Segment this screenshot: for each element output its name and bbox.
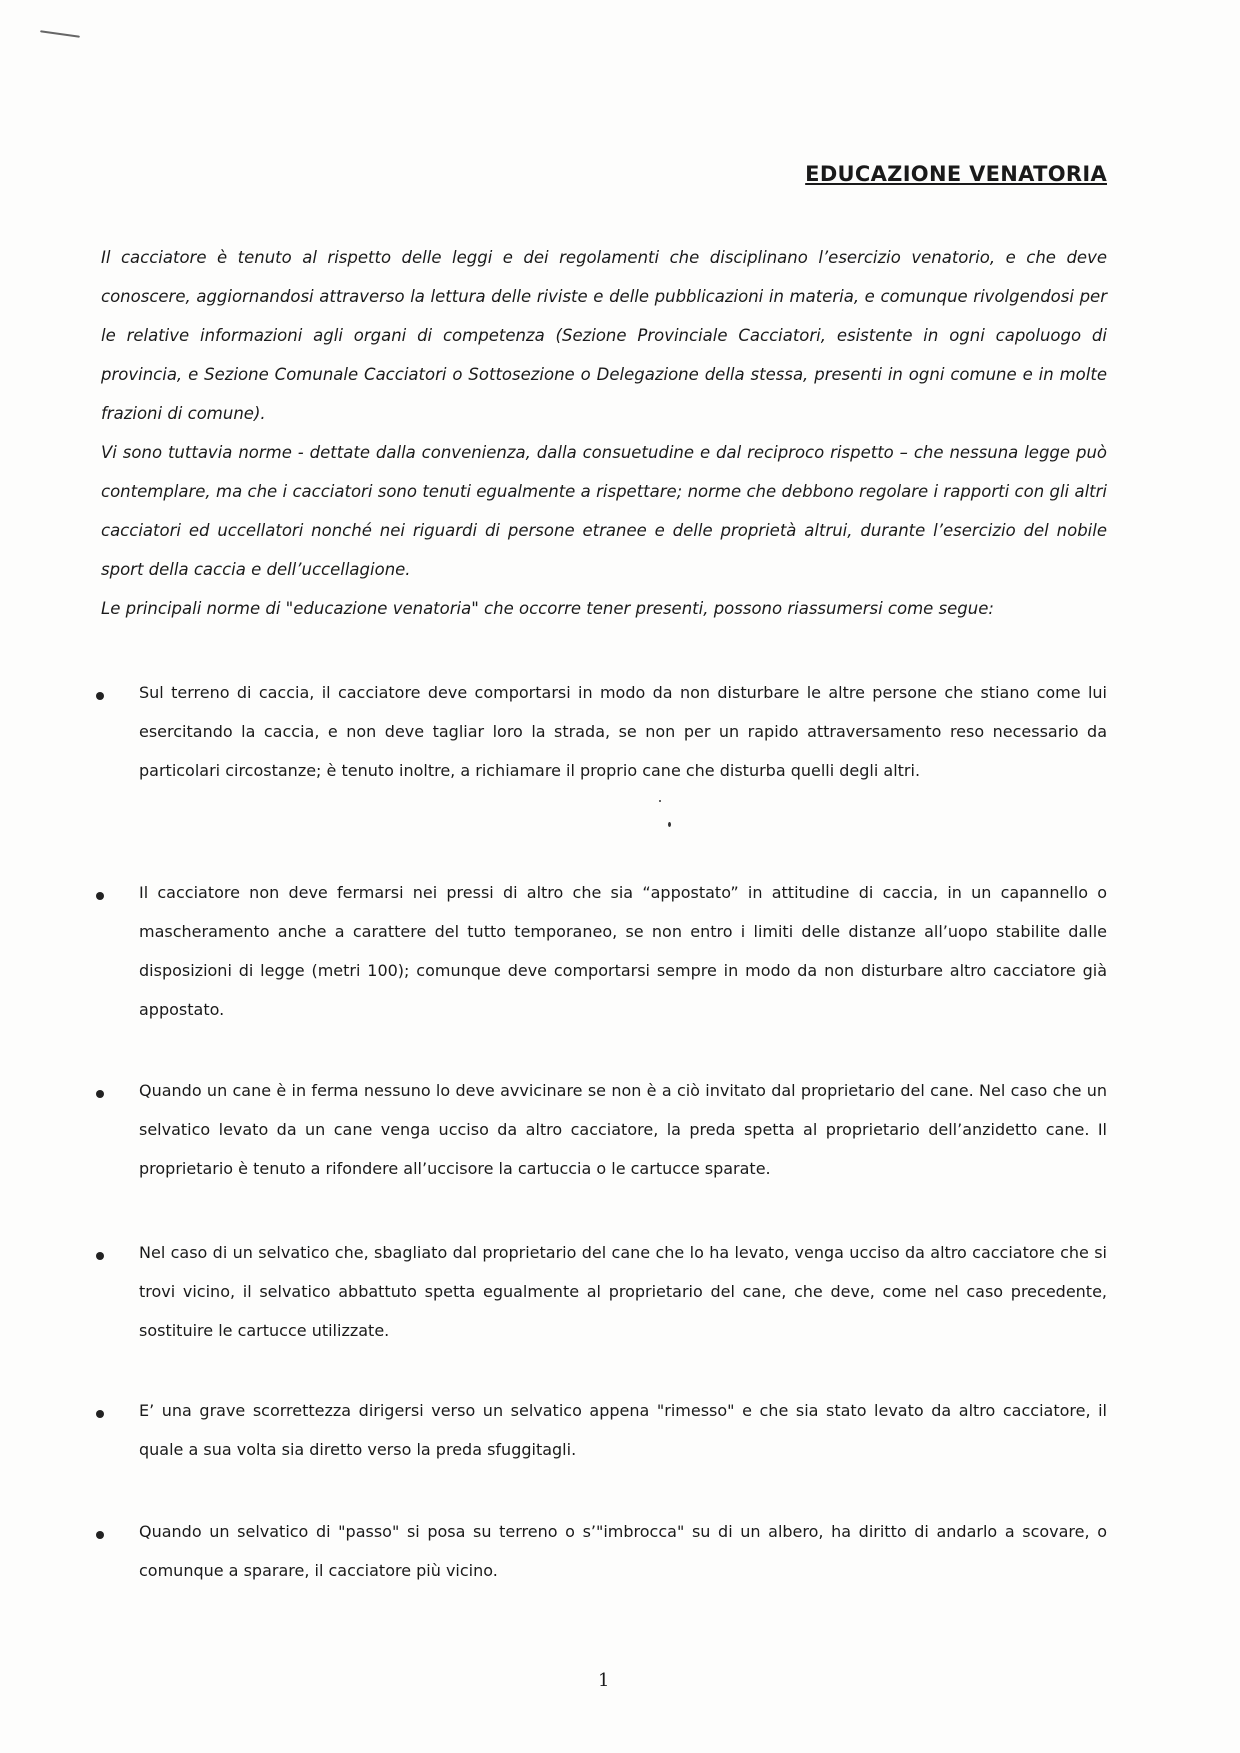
rule-text: Quando un selvatico di "passo" si posa su terreno o s’"imbrocca" su di un albero, ha diritto di andarlo a scovare, o comunque a sparare, il cacciatore più vicino. [139,1522,1107,1580]
scan-speck [668,822,671,827]
rule-text: Nel caso di un selvatico che, sbagliato dal proprietario del cane che lo ha levato, venga ucciso da altro cacciatore che si trovi vicino, il selvatico abbattuto spetta egualmente al proprietario del cane, che deve, come nel caso precedente, sostituire le cartucce utilizzate. [139,1243,1107,1340]
scan-speck [659,800,661,802]
rule-text: Quando un cane è in ferma nessuno lo deve avvicinare se non è a ciò invitato dal proprietario del cane. Nel caso che un selvatico levato da un cane venga ucciso da altro cacciatore, la preda spetta al proprietario dell’anzidetto cane. Il proprietario è tenuto a rifondere all’uccisore la cartuccia o le cartucce sparate. [139,1081,1107,1178]
intro-paragraph: Le principali norme di "educazione venatoria" che occorre tener presenti, possono riassumersi come segue: [101,599,994,618]
bullet-icon [96,692,104,700]
bullet-icon [96,892,104,900]
bullet-icon [96,1410,104,1418]
bullet-icon [96,1090,104,1098]
bullet-icon [96,1252,104,1260]
scan-mark [40,30,80,38]
rule-text: Il cacciatore non deve fermarsi nei pressi di altro che sia “appostato” in attitudine di caccia, in un capannello o mascheramento anche a carattere del tutto temporaneo, se non entro i limiti delle distanze all’uopo stabilite dalle disposizioni di legge (metri 100); comunque deve comportarsi sempre in modo da non disturbare altro cacciatore già appostato. [139,883,1107,1019]
page-number: 1 [598,1670,610,1691]
rule-text: E’ una grave scorrettezza dirigersi verso un selvatico appena "rimesso" e che sia stato levato da altro cacciatore, il quale a sua volta sia diretto verso la preda sfuggitagli. [139,1401,1107,1459]
intro-section [101,238,1107,628]
rule-text: Sul terreno di caccia, il cacciatore deve comportarsi in modo da non disturbare le altre persone che stiano come lui esercitando la caccia, e non deve tagliar loro la strada, se non per un rapido attraversamento reso necessario da particolari circostanze; è tenuto inoltre, a richiamare il proprio cane che disturba quelli degli altri. [139,683,1107,780]
document-title: EDUCAZIONE VENATORIA [805,162,1107,186]
bullet-icon [96,1531,104,1539]
intro-paragraph: Il cacciatore è tenuto al rispetto delle leggi e dei regolamenti che disciplinano l’esercizio venatorio, e che deve conoscere, aggiornandosi attraverso la lettura delle riviste e delle pubblicazioni in materia, e comunque rivolgendosi per le relative informazioni agli organi di competenza (Sezione Provinciale Cacciatori, esistente in ogni capoluogo di provincia, e Sezione Comunale Cacciatori o Sottosezione o Delegazione della stessa, presenti in ogni comune e in molte frazioni di comune). [101,248,1107,423]
intro-paragraph: Vi sono tuttavia norme - dettate dalla convenienza, dalla consuetudine e dal reciproco rispetto – che nessuna legge può contemplare, ma che i cacciatori sono tenuti egualmente a rispettare; norme che debbono regolare i rapporti con gli altri cacciatori ed uccellatori nonché nei riguardi di persone etranee e delle proprietà altrui, durante l’esercizio del nobile sport della caccia e dell’uccellagione. [101,443,1107,579]
